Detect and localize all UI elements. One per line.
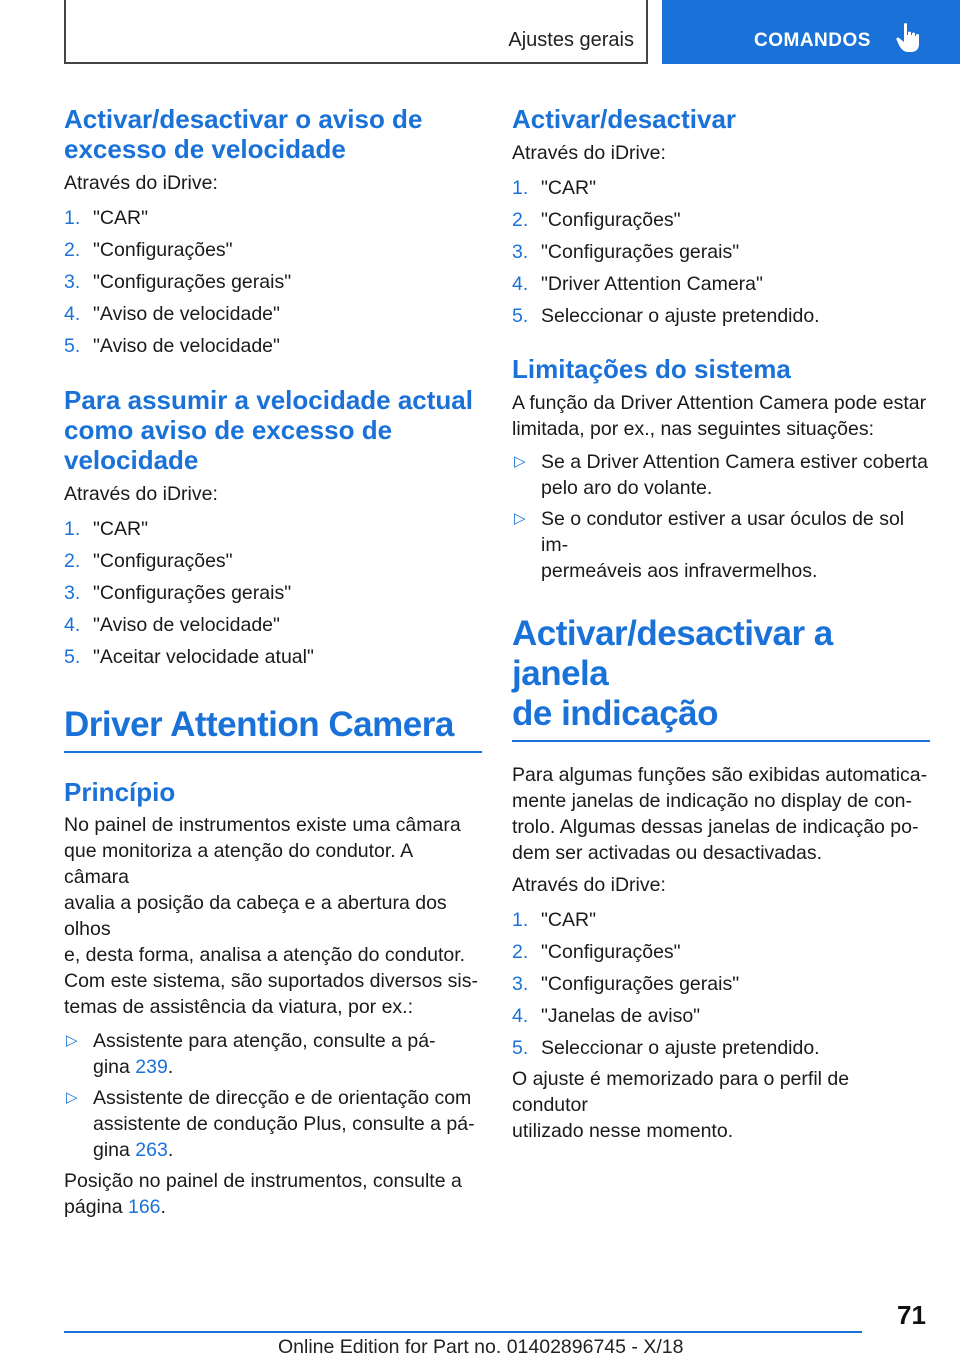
section-rule bbox=[64, 751, 482, 753]
limitations-paragraph: A função da Driver Attention Camera pode estar limitada, por ex., nas seguintes situações: bbox=[512, 392, 927, 440]
steps-list bbox=[64, 202, 482, 362]
steps-list bbox=[512, 904, 930, 1064]
step-number: 5. bbox=[512, 1037, 529, 1059]
list-item: 3. "Configurações gerais" bbox=[64, 577, 482, 609]
step-number: 3. bbox=[512, 241, 529, 263]
list-item: 1. "CAR" bbox=[512, 904, 930, 936]
list-item: 3. "Configurações gerais" bbox=[64, 266, 482, 298]
page-link-263[interactable]: 263 bbox=[135, 1139, 168, 1161]
list-item: 5. Seleccionar o ajuste pretendido. bbox=[512, 1032, 930, 1064]
page-number: 71 bbox=[897, 1300, 926, 1330]
heading-system-limitations: Limitações do sistema bbox=[512, 354, 791, 384]
list-item: 4. "Aviso de velocidade" bbox=[64, 298, 482, 330]
list-item: 4. "Aviso de velocidade" bbox=[64, 609, 482, 641]
step-number: 5. bbox=[64, 335, 81, 357]
list-item: 4. "Driver Attention Camera" bbox=[512, 268, 930, 300]
left-column bbox=[64, 104, 482, 1220]
principle-paragraph: No painel de instrumentos existe uma câmara que monitoriza a atenção do condutor. A câmara avalia a posição da cabeça e a abertura dos olhos e, desta forma, analisa a atenção do condutor. Com este sistema, são suportados diversos sis- temas de assistência da viatura, por ex.: bbox=[64, 814, 478, 1018]
list-item: 1. "CAR" bbox=[64, 202, 482, 234]
heading-speed-warning: Activar/desactivar o aviso de excesso de velocidade bbox=[64, 104, 423, 164]
step-number: 3. bbox=[64, 582, 81, 604]
step-number: 4. bbox=[512, 1005, 529, 1027]
right-column bbox=[512, 104, 930, 1144]
list-item: 1. "CAR" bbox=[512, 172, 930, 204]
triangle-right-icon: ▷ bbox=[514, 453, 526, 470]
step-number: 1. bbox=[64, 518, 81, 540]
list-item: 1. "CAR" bbox=[64, 513, 482, 545]
heading-indication-windows: Activar/desactivar a janela de indicação bbox=[512, 614, 833, 733]
step-number: 5. bbox=[64, 646, 81, 668]
step-number: 3. bbox=[64, 271, 81, 293]
step-number: 2. bbox=[512, 941, 529, 963]
footer-edition: Online Edition for Part no. 01402896745 - X/18 bbox=[278, 1336, 684, 1358]
intro-text: Através do iDrive: bbox=[64, 172, 218, 194]
section-rule bbox=[512, 740, 930, 742]
list-item: ▷ Se a Driver Attention Camera estiver coberta pelo aro do volante. bbox=[514, 451, 928, 499]
list-item: ▷ Assistente de direcção e de orientação com assistente de condução Plus, consulte a pá- gina 263. bbox=[66, 1087, 475, 1161]
heading-driver-attention-camera: Driver Attention Camera bbox=[64, 705, 454, 744]
intro-text: Através do iDrive: bbox=[64, 483, 218, 505]
list-item: 2. "Configurações" bbox=[64, 545, 482, 577]
step-number: 4. bbox=[512, 273, 529, 295]
heading-adopt-speed: Para assumir a velocidade actual como aviso de excesso de velocidade bbox=[64, 385, 473, 475]
step-number: 1. bbox=[64, 207, 81, 229]
header-section-title: Ajustes gerais bbox=[508, 29, 634, 51]
step-number: 4. bbox=[64, 614, 81, 636]
steps-list bbox=[512, 172, 930, 332]
triangle-right-icon: ▷ bbox=[514, 510, 526, 527]
intro-text: Através do iDrive: bbox=[512, 142, 666, 164]
steps-list bbox=[64, 513, 482, 673]
page-link-239[interactable]: 239 bbox=[135, 1056, 168, 1078]
list-item: ▷ Assistente para atenção, consulte a pá- gina 239. bbox=[66, 1030, 436, 1078]
step-number: 1. bbox=[512, 909, 529, 931]
step-number: 5. bbox=[512, 305, 529, 327]
memorized-note: O ajuste é memorizado para o perfil de condutor utilizado nesse momento. bbox=[512, 1068, 850, 1142]
page-link-166[interactable]: 166 bbox=[127, 1196, 161, 1218]
bullet-list bbox=[64, 1028, 482, 1163]
list-item: 2. "Configurações" bbox=[512, 936, 930, 968]
step-number: 2. bbox=[64, 239, 81, 261]
list-item: 3. "Configurações gerais" bbox=[512, 236, 930, 268]
step-number: 2. bbox=[64, 550, 81, 572]
heading-activate-deactivate: Activar/desactivar bbox=[512, 104, 737, 134]
bullet-list bbox=[512, 449, 930, 584]
list-item: 5. "Aceitar velocidade atual" bbox=[64, 641, 482, 673]
position-paragraph: Posição no painel de instrumentos, consulte a página 166. bbox=[64, 1170, 462, 1218]
triangle-right-icon: ▷ bbox=[66, 1089, 78, 1106]
footer-rule bbox=[64, 1331, 862, 1333]
header-chapter-title: COMANDOS bbox=[754, 30, 871, 51]
pointing-hand-icon bbox=[896, 22, 920, 54]
list-item: ▷ Se o condutor estiver a usar óculos de sol im- permeáveis aos infravermelhos. bbox=[514, 508, 905, 582]
step-number: 2. bbox=[512, 209, 529, 231]
list-item: 5. "Aviso de velocidade" bbox=[64, 330, 482, 362]
triangle-right-icon: ▷ bbox=[66, 1032, 78, 1049]
indication-paragraph: Para algumas funções são exibidas automatica- mente janelas de indicação no display de con- trolo. Algumas dessas janelas de indicação po- dem ser activadas ou desactivadas. bbox=[512, 764, 928, 864]
list-item: 4. "Janelas de aviso" bbox=[512, 1000, 930, 1032]
list-item: 3. "Configurações gerais" bbox=[512, 968, 930, 1000]
list-item: 5. Seleccionar o ajuste pretendido. bbox=[512, 300, 930, 332]
list-item: 2. "Configurações" bbox=[64, 234, 482, 266]
step-number: 4. bbox=[64, 303, 81, 325]
header-chapter-tab bbox=[662, 0, 960, 64]
step-number: 1. bbox=[512, 177, 529, 199]
step-number: 3. bbox=[512, 973, 529, 995]
intro-text: Através do iDrive: bbox=[512, 874, 666, 896]
list-item: 2. "Configurações" bbox=[512, 204, 930, 236]
heading-principle: Princípio bbox=[64, 777, 176, 807]
header-section-box bbox=[64, 0, 648, 64]
